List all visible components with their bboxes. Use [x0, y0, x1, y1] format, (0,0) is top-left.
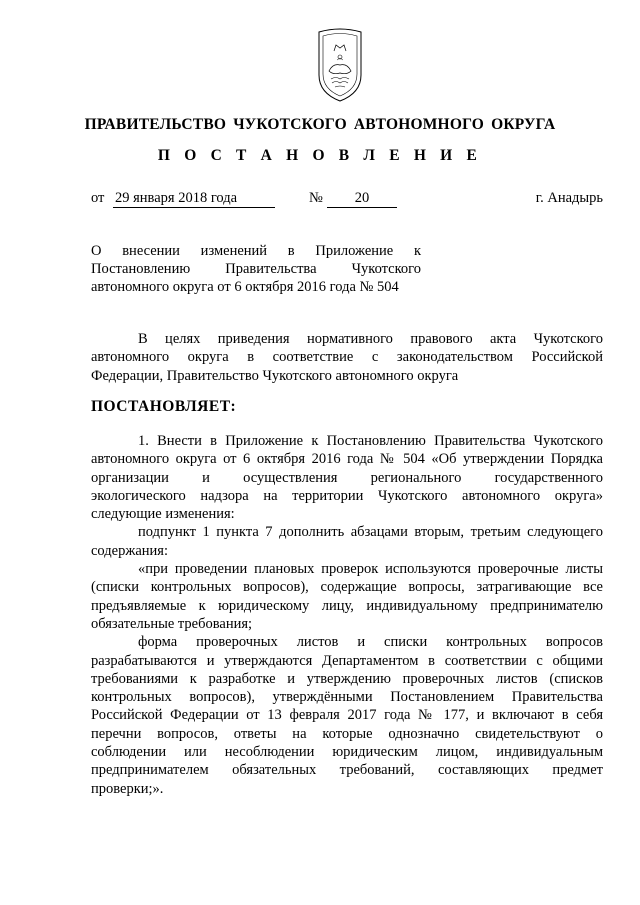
preamble-line: автономного округа в соответствие с законодательством Российской — [91, 349, 603, 366]
body-line: требованиями к разработке и утверждению проверочных листов (списков — [91, 670, 603, 687]
body-line: 1. Внести в Приложение к Постановлению Правительства Чукотского — [138, 433, 603, 449]
number-label: № — [309, 190, 323, 206]
resolution-body — [91, 432, 603, 798]
date-prefix-label: от — [91, 190, 105, 206]
document-type-title: П О С Т А Н О В Л Е Н И Е — [157, 147, 483, 164]
document-subject — [91, 242, 421, 296]
body-line: Российской Федерации от 13 февраля 2017 года № 177, и включают в себя — [91, 707, 603, 724]
body-line: форма проверочных листов и списки контрольных вопросов — [138, 634, 603, 651]
body-line: (списки контрольных вопросов), содержащие вопросы, затрагивающие все — [91, 579, 603, 596]
document-date: 29 января 2018 года — [113, 190, 275, 208]
preamble-line: Федерации, Правительство Чукотского автономного округа — [91, 367, 459, 384]
body-line: автономного округа от 6 октября 2016 года № 504 «Об утверждении Порядка — [91, 451, 603, 468]
body-line: контрольных вопросов), утверждёнными Постановлением Правительства — [91, 689, 603, 706]
body-line: содержания: — [91, 542, 169, 559]
body-line: следующие изменения: — [91, 506, 235, 523]
document-meta-row — [91, 190, 603, 210]
subject-line: автономного округа от 6 октября 2016 года № 504 — [91, 279, 399, 295]
subject-line: О внесении изменений в Приложение к — [91, 243, 421, 259]
body-line: подпункт 1 пункта 7 дополнить абзацами вторым, третьим следующего — [138, 524, 603, 541]
body-line: перечни вопросов, ответы на которые однозначно свидетельствуют о — [91, 725, 603, 742]
coat-of-arms-icon — [301, 27, 379, 103]
document-city: г. Анадырь — [535, 190, 603, 206]
body-line: разрабатываются и утверждаются Департаментом в соответствии с общими — [91, 652, 603, 669]
body-line: обязательные требования; — [91, 615, 253, 632]
body-line: предпринимателем обязательных требований, составляющих предмет — [91, 762, 603, 779]
body-line: экологического надзора на территории Чукотского автономного округа» — [91, 487, 603, 504]
body-line: предъявляемые к юридическому лицу, индивидуальному предпринимателю — [91, 597, 603, 614]
preamble-line: В целях приведения нормативного правового акта Чукотского — [138, 331, 603, 347]
preamble-paragraph — [91, 330, 603, 385]
document-number: 20 — [327, 190, 397, 208]
subject-line: Постановлению Правительства Чукотского — [91, 261, 421, 277]
body-line: проверки;». — [91, 780, 164, 797]
body-line: организации и осуществления регионального государственного — [91, 469, 603, 486]
resolves-heading: ПОСТАНОВЛЯЕТ: — [91, 398, 237, 415]
body-line: «при проведении плановых проверок используются проверочные листы — [138, 561, 603, 578]
government-title: ПРАВИТЕЛЬСТВО ЧУКОТСКОГО АВТОНОМНОГО ОКРУГА — [84, 116, 556, 133]
body-line: соблюдении или несоблюдении юридическим лицом, индивидуальным — [91, 744, 603, 761]
